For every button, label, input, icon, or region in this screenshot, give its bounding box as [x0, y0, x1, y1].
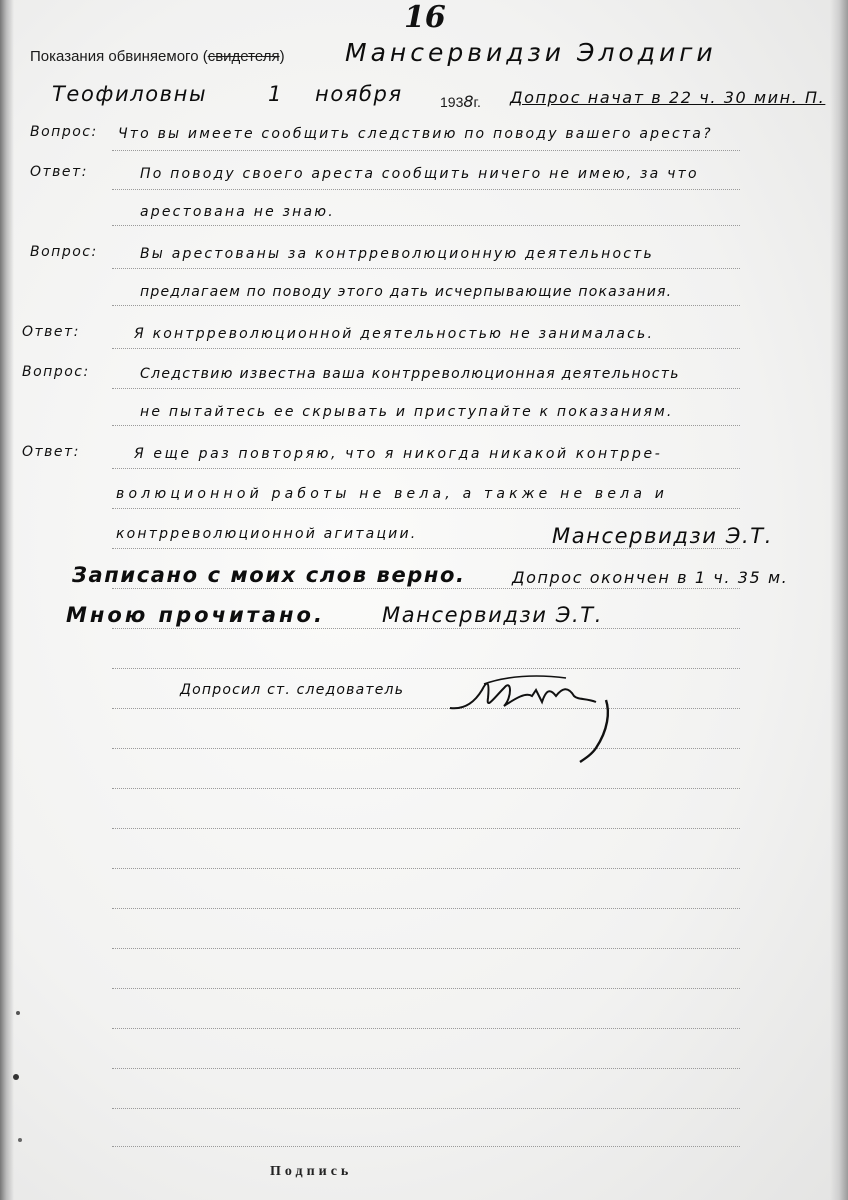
year-handwritten: 8 [463, 92, 474, 111]
header-printed-suffix: ) [279, 48, 285, 65]
question-text: не пытайтесь ее скрывать и приступайте к показаниям. [140, 404, 674, 420]
ruled-line [112, 868, 740, 869]
ruled-line [112, 268, 740, 269]
ruled-line [112, 348, 740, 349]
ruled-line [112, 1146, 740, 1147]
ruled-line [112, 1108, 740, 1109]
answer-text: Я еще раз повторяю, что я никогда никакой контрре- [134, 446, 663, 462]
accused-patronymic: Теофиловны [52, 82, 208, 106]
accused-name: Мансервидзи Элодиги [345, 38, 717, 67]
answer-text: арестована не знаю. [140, 204, 335, 220]
answer-label: Ответ: [22, 324, 80, 340]
ruled-line [112, 628, 740, 629]
page-right-edge [830, 0, 848, 1200]
date-year [440, 92, 481, 111]
ruled-line [112, 468, 740, 469]
ruled-line [112, 305, 740, 306]
interrogation-end-note: Допрос окончен в 1 ч. 35 м. [512, 568, 789, 587]
record-confirmation: Записано с моих слов верно. [72, 563, 466, 587]
question-text: предлагаем по поводу этого дать исчерпывающие показания. [140, 284, 673, 300]
header-struck-word: свидетеля [207, 48, 280, 65]
ruled-line [112, 948, 740, 949]
page-number: 16 [404, 0, 446, 35]
signature-footer-label: Подпись [270, 1164, 353, 1179]
ruled-line [112, 150, 740, 151]
ruled-line [112, 1068, 740, 1069]
answer-label: Ответ: [22, 444, 80, 460]
ruled-line [112, 908, 740, 909]
date-month: ноября [315, 82, 403, 106]
header-printed-label [30, 48, 285, 65]
scan-marks [0, 0, 30, 1200]
final-signature: Мансервидзи Э.Т. [382, 603, 603, 627]
question-text: Что вы имеете сообщить следствию по поводу вашего ареста? [118, 126, 713, 142]
question-label: Вопрос: [30, 244, 98, 260]
ruled-line [112, 1028, 740, 1029]
answer-text: По поводу своего ареста сообщить ничего не имею, за что [140, 166, 699, 182]
year-printed: 193 [440, 94, 464, 110]
ruled-line [112, 548, 740, 549]
interrogator-signature [446, 668, 616, 768]
ruled-line [112, 828, 740, 829]
date-day: 1 [268, 82, 283, 106]
header-printed-prefix: Показания обвиняемого ( [30, 48, 208, 65]
question-label: Вопрос: [22, 364, 90, 380]
ruled-line [112, 425, 740, 426]
ruled-line [112, 708, 740, 709]
question-text: Следствию известна ваша контрреволюционная деятельность [140, 366, 680, 382]
interrogator-label: Допросил ст. следователь [180, 682, 405, 698]
answer-label: Ответ: [30, 164, 88, 180]
read-confirmation: Мною прочитано. [66, 603, 325, 627]
ruled-line [112, 189, 740, 190]
answer-text: Я контрреволюционной деятельностью не занималась. [134, 326, 655, 342]
answer-text: контрреволюционной агитации. [116, 526, 418, 542]
ruled-line [112, 588, 740, 589]
question-text: Вы арестованы за контрреволюционную деятельность [140, 246, 654, 262]
ruled-line [112, 388, 740, 389]
interrogation-start-note: Допрос начат в 22 ч. 30 мин. П. [510, 88, 826, 107]
ruled-line [112, 225, 740, 226]
answer-text: волюционной работы не вела, а также не вела и [116, 486, 669, 502]
inline-signature: Мансервидзи Э.Т. [552, 524, 773, 548]
ruled-line [112, 508, 740, 509]
ruled-line [112, 988, 740, 989]
year-suffix: г. [473, 94, 481, 110]
ruled-line [112, 748, 740, 749]
ruled-line [112, 788, 740, 789]
question-label: Вопрос: [30, 124, 98, 140]
ruled-line [112, 668, 740, 669]
